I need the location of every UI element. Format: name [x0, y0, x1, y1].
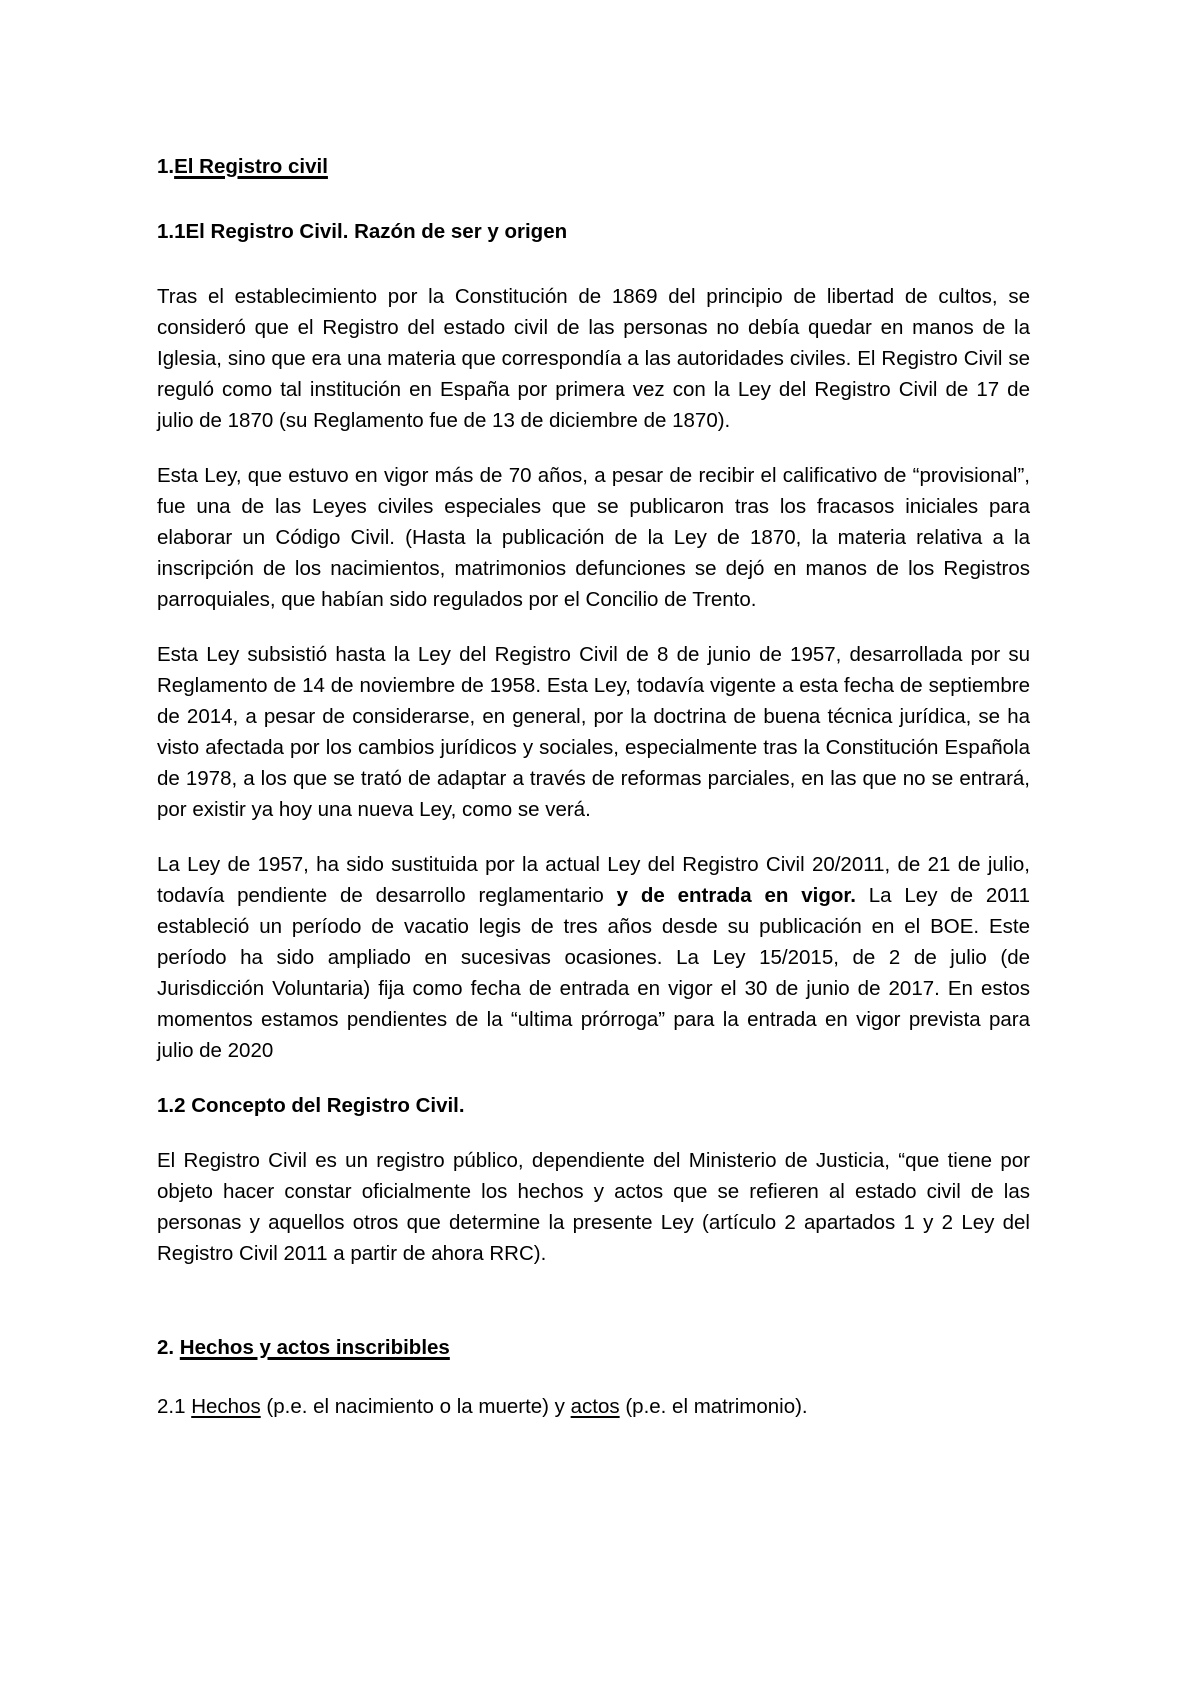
paragraph-hechos-actos	[157, 1391, 1030, 1422]
paragraph-ley-2011-bold-run: y de entrada en vigor.	[616, 884, 856, 907]
paragraph-ley-provisional-text: Esta Ley, que estuvo en vigor más de 70 años, a pesar de recibir el calificativo de “provisional”, fue una de las Leyes civiles especiales que se publicaron tras los fracasos iniciales para elaborar un Código Civil. (Hasta la publicación de la Ley de 1870, la materia relativa a la inscripción de los nacimientos, matrimonios defunciones se dejó en manos de los Registros parroquiales, que habían sido regulados por el Concilio de Trento.	[157, 464, 1030, 611]
paragraph-ley-2011-after: La Ley de 2011 estableció un período de vacatio legis de tres años desde su publicación en el BOE. Este período ha sido ampliado en sucesivas ocasiones. La Ley 15/2015, de 2 de julio (de Jurisdicción Voluntaria) fija como fecha de entrada en vigor el 30 de junio de 2017. En estos momentos estamos pendientes de la “ultima prórroga” para la entrada en vigor prevista para julio de 2020	[157, 884, 1030, 1062]
paragraph-concepto	[157, 1145, 1030, 1269]
paragraph-ley-2011-before: La Ley de 1957, ha sido sustituida por la actual Ley del Registro Civil 20/2011, de 21 de julio, todavía pendiente de desarrollo reglamentario	[157, 853, 1030, 907]
paragraph-origen-1-text: Tras el establecimiento por la Constitución de 1869 del principio de libertad de cultos, se consideró que el Registro del estado civil de las personas no debía quedar en manos de la Iglesia, sino que era una materia que correspondía a las autoridades civiles. El Registro Civil se reguló como tal institución en España por primera vez con la Ley del Registro Civil de 17 de julio de 1870 (su Reglamento fue de 13 de diciembre de 1870).	[157, 285, 1030, 432]
section-1-title: El Registro civil	[174, 155, 328, 178]
section-2-heading	[157, 1332, 1030, 1363]
section-1-1-heading	[157, 216, 1030, 247]
section-2-title: Hechos y actos inscribibles	[179, 1336, 450, 1359]
section-1-heading	[157, 151, 1030, 182]
paragraph-origen-1	[157, 281, 1030, 436]
item-2-1-number: 2.1	[157, 1395, 192, 1418]
item-2-1-end: (p.e. el matrimonio).	[619, 1395, 808, 1418]
section-2-number: 2.	[157, 1336, 180, 1359]
section-1-2-heading	[157, 1090, 1030, 1121]
section-1-2-title: 1.2 Concepto del Registro Civil.	[157, 1094, 465, 1117]
item-2-1-hechos: Hechos	[191, 1395, 261, 1418]
item-2-1-actos: actos	[570, 1395, 620, 1418]
paragraph-ley-1957-text: Esta Ley subsistió hasta la Ley del Registro Civil de 8 de junio de 1957, desarrollada por su Reglamento de 14 de noviembre de 1958. Esta Ley, todavía vigente a esta fecha de septiembre de 2014, a pesar de considerarse, en general, por la doctrina de buena técnica jurídica, se ha visto afectada por los cambios jurídicos y sociales, especialmente tras la Constitución Española de 1978, a los que se trató de adaptar a través de reformas parciales, en las que no se entrará, por existir ya hoy una nueva Ley, como se verá.	[157, 643, 1030, 821]
paragraph-ley-provisional	[157, 460, 1030, 615]
section-1-1-title: 1.1El Registro Civil. Razón de ser y origen	[157, 220, 568, 243]
paragraph-concepto-text: El Registro Civil es un registro público, dependiente del Ministerio de Justicia, “que tiene por objeto hacer constar oficialmente los hechos y actos que se refieren al estado civil de las personas y aquellos otros que determine la presente Ley (artículo 2 apartados 1 y 2 Ley del Registro Civil 2011 a partir de ahora RRC).	[157, 1149, 1030, 1265]
item-2-1-mid: (p.e. el nacimiento o la muerte) y	[260, 1395, 571, 1418]
paragraph-ley-1957	[157, 639, 1030, 825]
section-1-number: 1.	[157, 155, 175, 178]
paragraph-ley-2011	[157, 849, 1030, 1066]
